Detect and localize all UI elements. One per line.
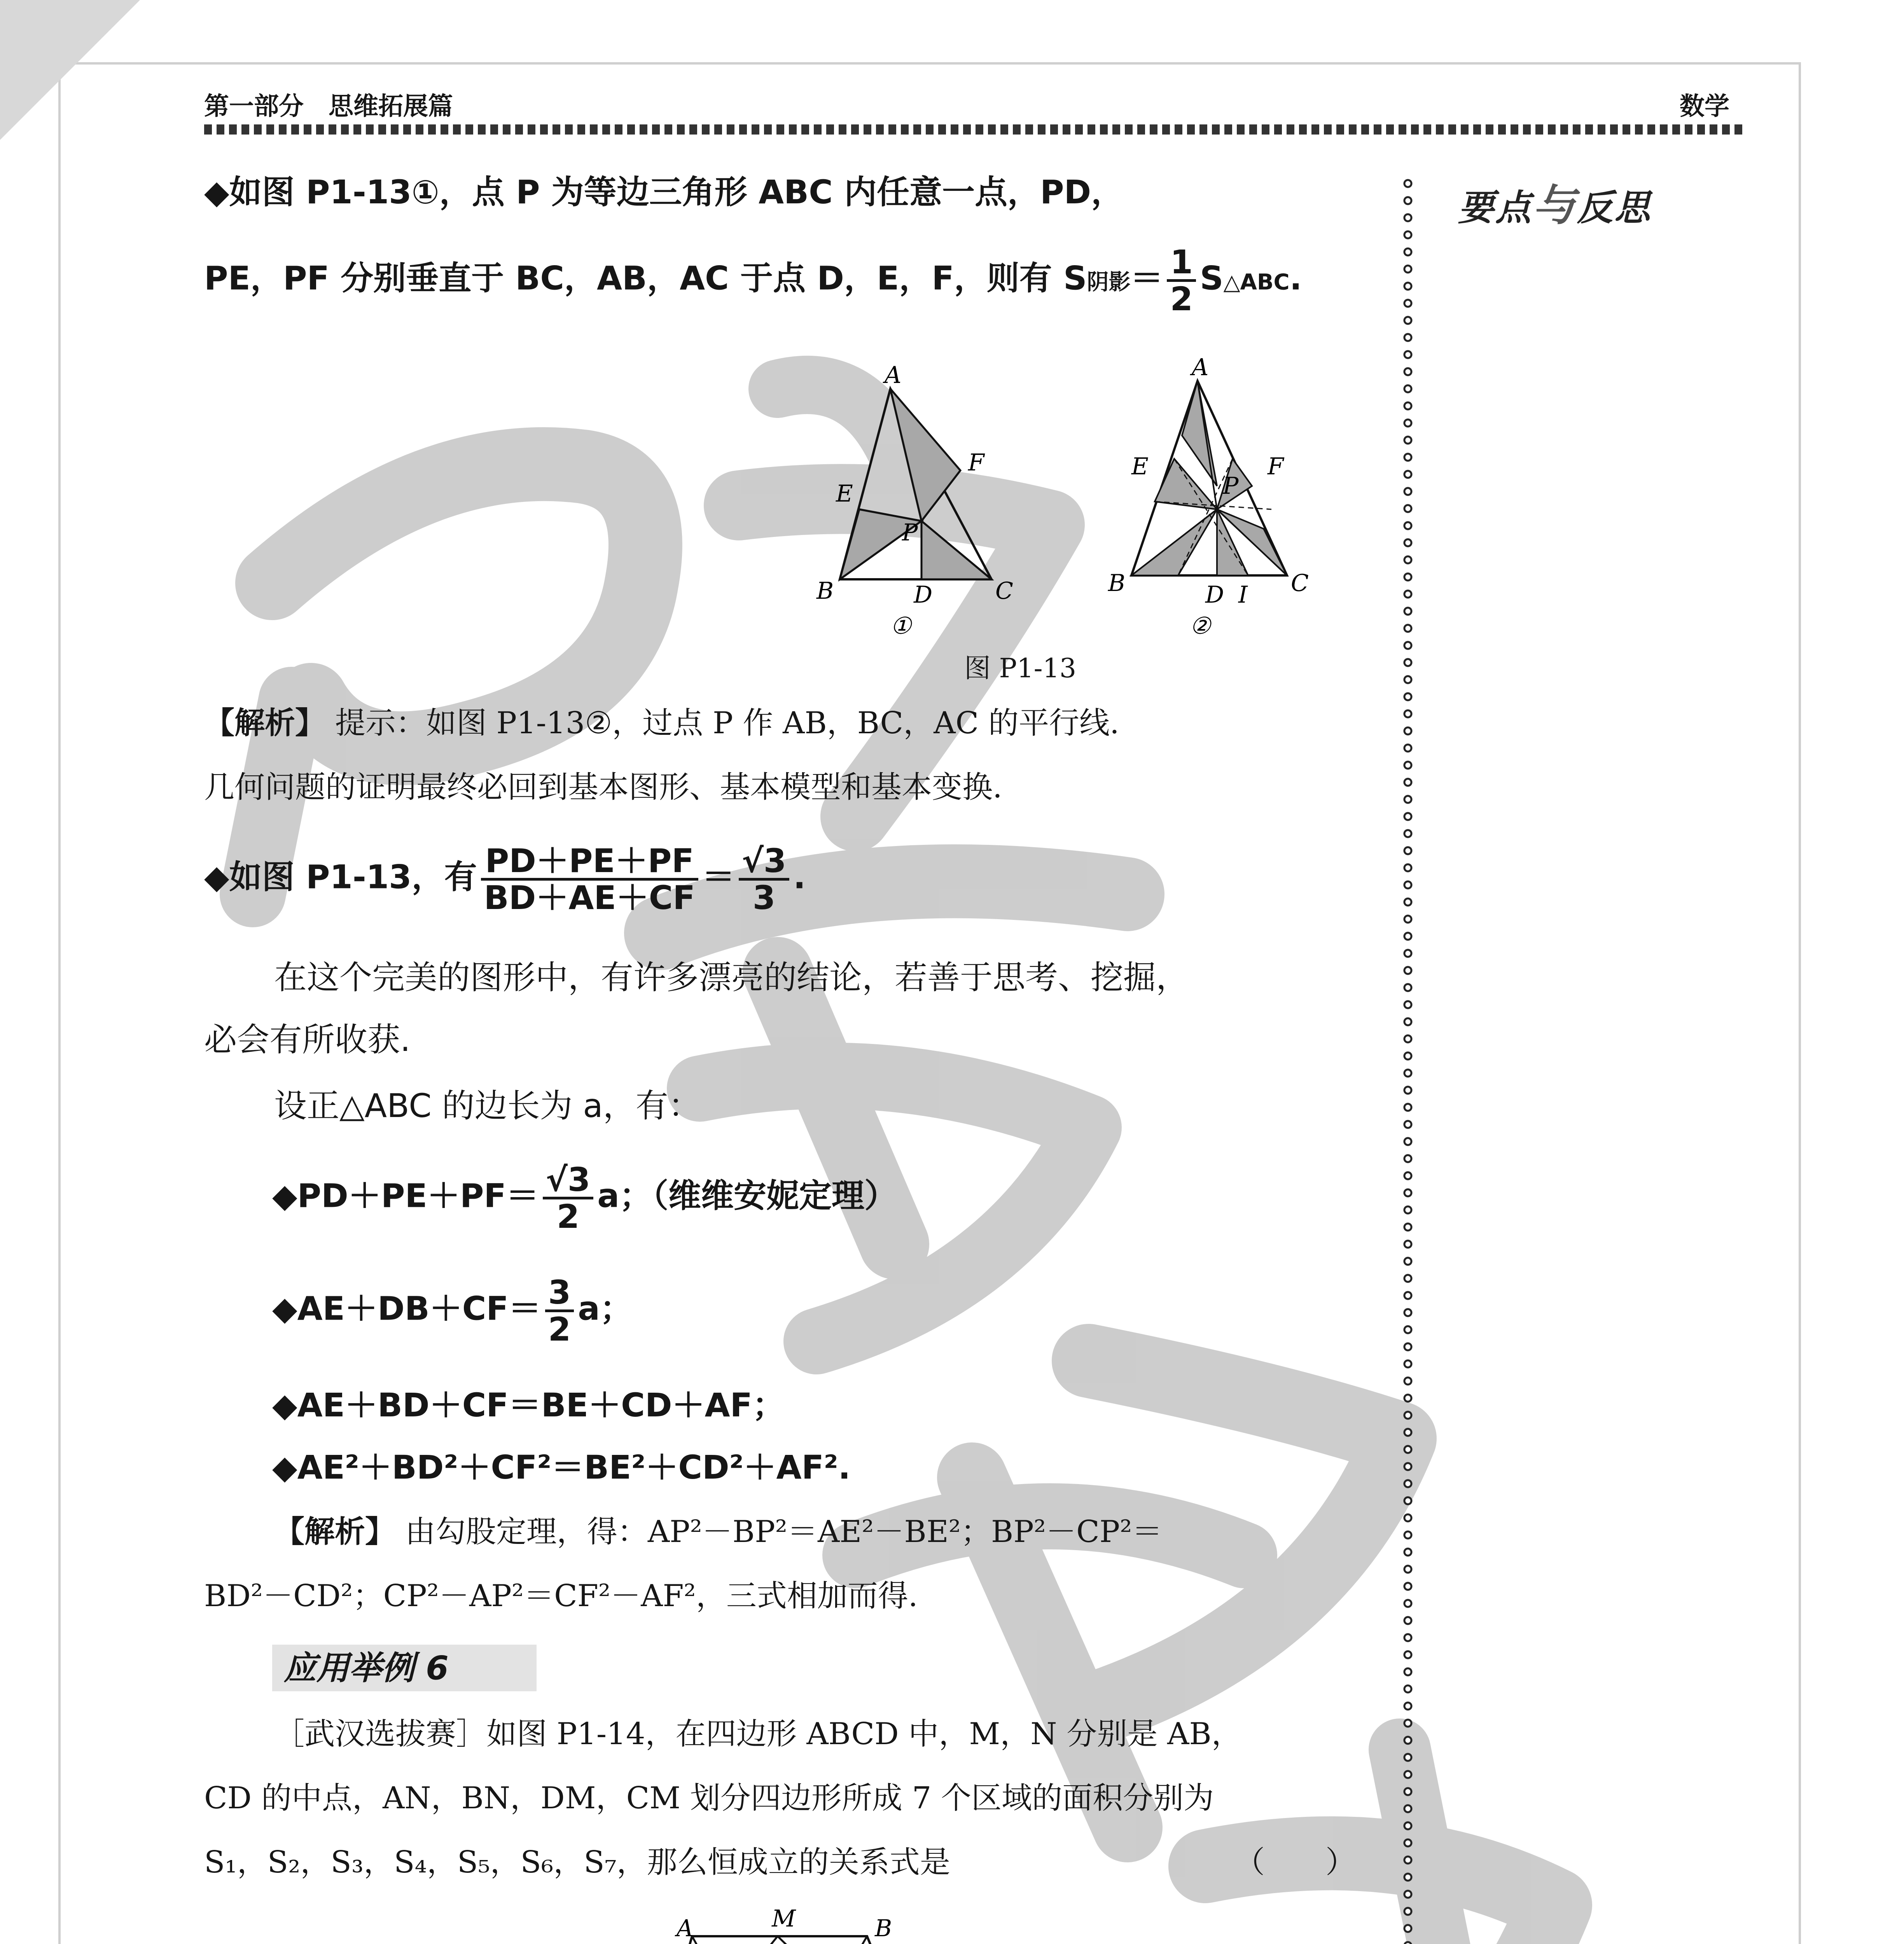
fig1-label-A: A xyxy=(885,362,902,389)
margin-title xyxy=(1458,171,1652,233)
fig2-number: ② xyxy=(1190,612,1211,640)
answer-bracket: （ ） xyxy=(1234,1845,1356,1880)
block2-prefix: ◆如图 P1-13，有 xyxy=(204,858,477,896)
block2-numerator: PD＋PE＋PF xyxy=(481,844,698,881)
fig1-label-P: P xyxy=(902,519,918,546)
figure-p1-14 xyxy=(603,1897,972,1944)
figure-p1-13 xyxy=(758,358,1380,649)
fraction-numerator: 1 xyxy=(1167,245,1196,282)
margin-title-part2: 反思 xyxy=(1577,187,1652,229)
example-line1 xyxy=(204,1715,1351,1754)
fig2-label-I: I xyxy=(1238,581,1248,608)
analysis2-line1 xyxy=(204,1512,1351,1552)
block1-line2-a: PE，PF 分别垂直于 BC，AB，AC 于点 D，E，F，则有 S xyxy=(204,259,1087,297)
formula-2-rhs: a； xyxy=(578,1289,633,1328)
fig2-label-C: C xyxy=(1291,570,1309,597)
formula-3: ◆AE＋BD＋CF＝BE＋CD＋AF； xyxy=(272,1386,785,1424)
fig1-label-C: C xyxy=(995,577,1013,605)
fig2-label-E: E xyxy=(1131,453,1149,480)
fraction-denominator: 2 xyxy=(1170,280,1193,318)
block1-eq: ＝ xyxy=(1130,259,1163,297)
formula-2-lhs: ◆AE＋DB＋CF＝ xyxy=(272,1289,541,1328)
analysis1-text: 提示：如图 P1-13②，过点 P 作 AB，BC，AC 的平行线. xyxy=(335,706,1119,741)
fig2-label-A: A xyxy=(1192,358,1209,381)
block2-end: . xyxy=(793,858,806,896)
block1-fraction xyxy=(1167,245,1196,316)
analysis1-line1 xyxy=(204,704,1351,743)
figure-p1-13-caption: 图 P1-13 xyxy=(964,653,1077,684)
formula-1-num: √3 xyxy=(543,1163,593,1199)
fig2-label-B: B xyxy=(1108,570,1126,597)
block2-root-numerator: √3 xyxy=(739,844,789,881)
header-subject: 数学 xyxy=(1680,92,1729,121)
fig1-label-D: D xyxy=(914,581,933,608)
fig1-label-B: B xyxy=(816,577,834,605)
analysis2-text: 由勾股定理，得：AP²－BP²＝AE²－BE²；BP²－CP²＝ xyxy=(405,1514,1163,1549)
fig1-label-F: F xyxy=(968,449,984,476)
analysis2-label: 【解析】 xyxy=(274,1514,396,1549)
block2-denominator: BD＋AE＋CF xyxy=(484,879,695,917)
fig1-label-E: E xyxy=(836,480,853,507)
block1-s: S xyxy=(1199,259,1224,297)
para1-line1 xyxy=(204,956,1351,999)
page-corner-fold-top xyxy=(0,0,140,140)
block2-eq: ＝ xyxy=(702,858,735,896)
example-title: 应用举例 6 xyxy=(272,1645,537,1691)
margin-title-part1: 要点 xyxy=(1458,187,1533,229)
example-line3-text: S₁，S₂，S₃，S₄，S₅，S₆，S₇，那么恒成立的关系式是 xyxy=(204,1845,950,1880)
block2-root-fraction xyxy=(739,844,789,915)
analysis2-line2: BD²－CD²；CP²－AP²＝CF²－AF²，三式相加而得. xyxy=(204,1579,918,1614)
analysis1-label: 【解析】 xyxy=(204,706,326,741)
margin-title-mid: 与 xyxy=(1533,180,1577,230)
fig14-label-M: M xyxy=(772,1905,796,1932)
block2 xyxy=(204,844,1351,915)
para2-text: 设正△ABC 的边长为 a，有： xyxy=(274,1087,701,1125)
para2 xyxy=(204,1085,1351,1127)
formula-1-lhs: ◆PD＋PE＋PF＝ xyxy=(272,1177,539,1215)
formula-2 xyxy=(272,1273,1419,1349)
formula-2-fraction xyxy=(545,1273,574,1349)
analysis1-line2: 几何问题的证明最终必回到基本图形、基本模型和基本变换. xyxy=(204,770,1002,805)
fig2-label-D: D xyxy=(1205,581,1224,608)
para1-line2: 必会有所收获. xyxy=(204,1021,411,1059)
formula-1 xyxy=(272,1163,1419,1234)
formula-2-num: 3 xyxy=(545,1275,574,1312)
example-line3 xyxy=(204,1843,1356,1882)
margin-dotted-divider xyxy=(1401,175,1415,1944)
block1-line1: ◆如图 P1-13①，点 P 为等边三角形 ABC 内任意一点，PD， xyxy=(204,173,1124,211)
block2-root-denominator: 3 xyxy=(752,879,776,917)
block1-sub-abc: △ABC xyxy=(1223,269,1290,295)
formula-1-den: 2 xyxy=(556,1198,580,1236)
example-source: ［武汉选拔赛］ xyxy=(274,1717,487,1752)
formula-4: ◆AE²＋BD²＋CF²＝BE²＋CD²＋AF². xyxy=(272,1448,851,1486)
formula-1-fraction xyxy=(543,1163,593,1234)
triangle-figure-2 xyxy=(1108,358,1309,640)
example-line2: CD 的中点，AN，BN，DM，CM 划分四边形所成 7 个区域的面积分别为 xyxy=(204,1781,1214,1816)
block1-line2 xyxy=(204,245,1351,316)
block1-sub-shadow: 阴影 xyxy=(1087,269,1131,295)
header-rule xyxy=(204,124,1744,135)
fig14-label-B: B xyxy=(875,1915,892,1942)
header-section: 第一部分 思维拓展篇 xyxy=(204,92,453,121)
block2-fraction xyxy=(481,844,698,915)
example-line1-text: 如图 P1-14，在四边形 ABCD 中，M，N 分别是 AB， xyxy=(486,1717,1242,1752)
fig14-label-A: A xyxy=(677,1915,694,1942)
formula-1-rhs: a；（维维安妮定理） xyxy=(597,1177,897,1215)
fig2-label-P: P xyxy=(1223,472,1239,500)
block1-end: . xyxy=(1289,259,1302,297)
formula-2-den: 2 xyxy=(548,1310,571,1349)
triangle-figure-1 xyxy=(816,362,1013,640)
fig1-number: ① xyxy=(890,612,911,640)
fig2-label-F: F xyxy=(1268,453,1284,480)
para1-line1-text: 在这个完美的图形中，有许多漂亮的结论，若善于思考、挖掘， xyxy=(274,958,1189,996)
